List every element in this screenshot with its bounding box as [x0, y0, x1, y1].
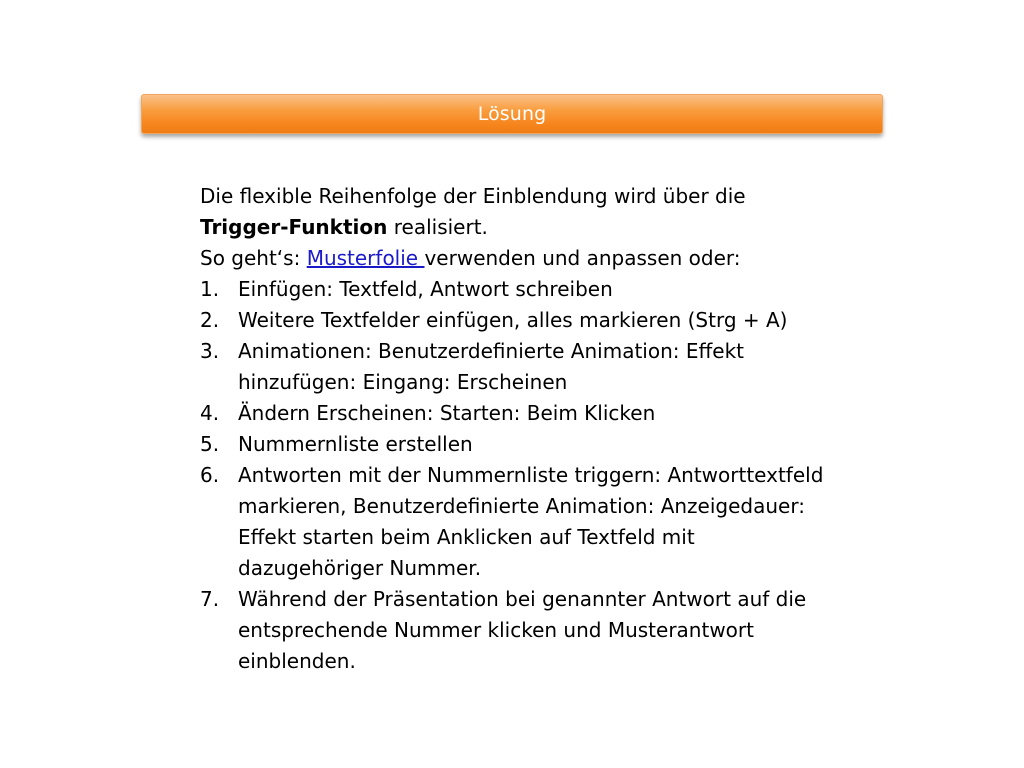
intro-line-2 — [200, 212, 840, 243]
slide-title: Lösung — [477, 102, 547, 125]
step-number: 2. — [200, 308, 220, 332]
musterfolie-link[interactable]: Musterfolie — [306, 246, 425, 270]
step-text: Ändern Erscheinen: Starten: Beim Klicken — [238, 401, 656, 425]
list-item — [200, 305, 840, 336]
steps-list — [200, 274, 840, 677]
step-text: Einfügen: Textfeld, Antwort schreiben — [238, 277, 613, 301]
list-item — [200, 429, 840, 460]
trigger-function-bold: Trigger-Funktion — [200, 215, 388, 239]
step-text: Animationen: Benutzerdefinierte Animation: Effekt hinzufügen: Eingang: Erscheinen — [238, 339, 744, 394]
list-item — [200, 274, 840, 305]
title-bar — [141, 94, 883, 134]
step-text: Nummernliste erstellen — [238, 432, 473, 456]
step-number: 7. — [200, 587, 220, 611]
intro-line-3 — [200, 243, 840, 274]
step-text: Weitere Textfelder einfügen, alles markieren (Strg + A) — [238, 308, 788, 332]
step-number: 1. — [200, 277, 220, 301]
step-text: Während der Präsentation bei genannter Antwort auf die entsprechende Nummer klicken und Musterantwort einblenden. — [238, 587, 807, 673]
intro-line-3-prefix: So geht‘s: — [200, 246, 307, 270]
list-item — [200, 336, 840, 398]
step-number: 3. — [200, 339, 220, 363]
intro-line-2-rest: realisiert. — [387, 215, 488, 239]
list-item — [200, 460, 840, 584]
list-item — [200, 584, 840, 677]
intro-line-1: Die flexible Reihenfolge der Einblendung wird über die — [200, 184, 746, 208]
intro-line-3-suffix: verwenden und anpassen oder: — [424, 246, 741, 270]
step-text: Antworten mit der Nummernliste triggern: Antworttextfeld markieren, Benutzerdefinierte Animation: Anzeigedauer: Effekt starten beim Anklicken auf Textfeld mit dazugehöriger Nummer. — [238, 463, 824, 580]
step-number: 4. — [200, 401, 220, 425]
list-item — [200, 398, 840, 429]
step-number: 6. — [200, 463, 220, 487]
slide-body — [200, 181, 840, 677]
step-number: 5. — [200, 432, 220, 456]
